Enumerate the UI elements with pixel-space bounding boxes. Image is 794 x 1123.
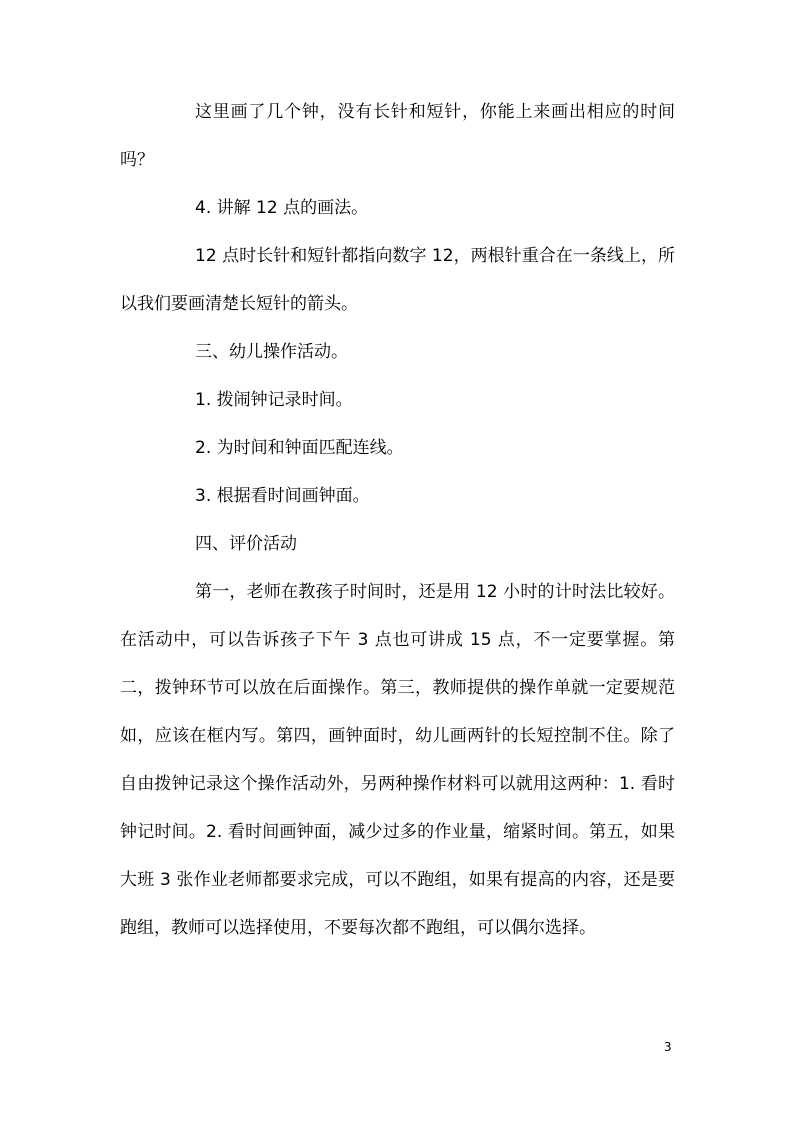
paragraph-evaluation-body: 第一，老师在教孩子时间时，还是用 12 小时的计时法比较好。在活动中，可以告诉孩子下午 3 点也可讲成 15 点，不一定要掌握。第二，拨钟环节可以放在后面操作。第三，教师提供的操作单就一定要规范如，应该在框内写。第四，画钟面时，幼儿画两针的长短控制不住。除了自由拨钟记录这个操作活动外，另两种操作材料可以就用这两种：1. 看时钟记时间。2. 看时间画钟面，减少过多的作业量，缩紧时间。第五，如果大班 3 张作业老师都要求完成，可以不跑组，如果有提高的内容，还是要跑组，教师可以选择使用，不要每次都不跑组，可以偶尔选择。 (120, 582, 675, 938)
page-number: 3 (664, 1040, 672, 1054)
document-body (120, 88, 675, 952)
section-heading-child-activities: 三、幼儿操作活动。 (195, 342, 348, 362)
list-item-1: 1. 拨闹钟记录时间。 (195, 390, 353, 410)
section-heading-evaluation: 四、评价活动 (195, 534, 297, 554)
paragraph-12-oclock-explanation: 12 点时长针和短针都指向数字 12，两根针重合在一条线上，所以我们要画清楚长短针的箭头。 (120, 246, 675, 314)
paragraph-clock-drawing-question: 这里画了几个钟，没有长针和短针，你能上来画出相应的时间吗？ (120, 102, 675, 170)
list-item-3: 3. 根据看时间画钟面。 (195, 486, 370, 506)
paragraph-step-4-heading: 4. 讲解 12 点的画法。 (195, 198, 369, 218)
list-item-2: 2. 为时间和钟面匹配连线。 (195, 438, 404, 458)
